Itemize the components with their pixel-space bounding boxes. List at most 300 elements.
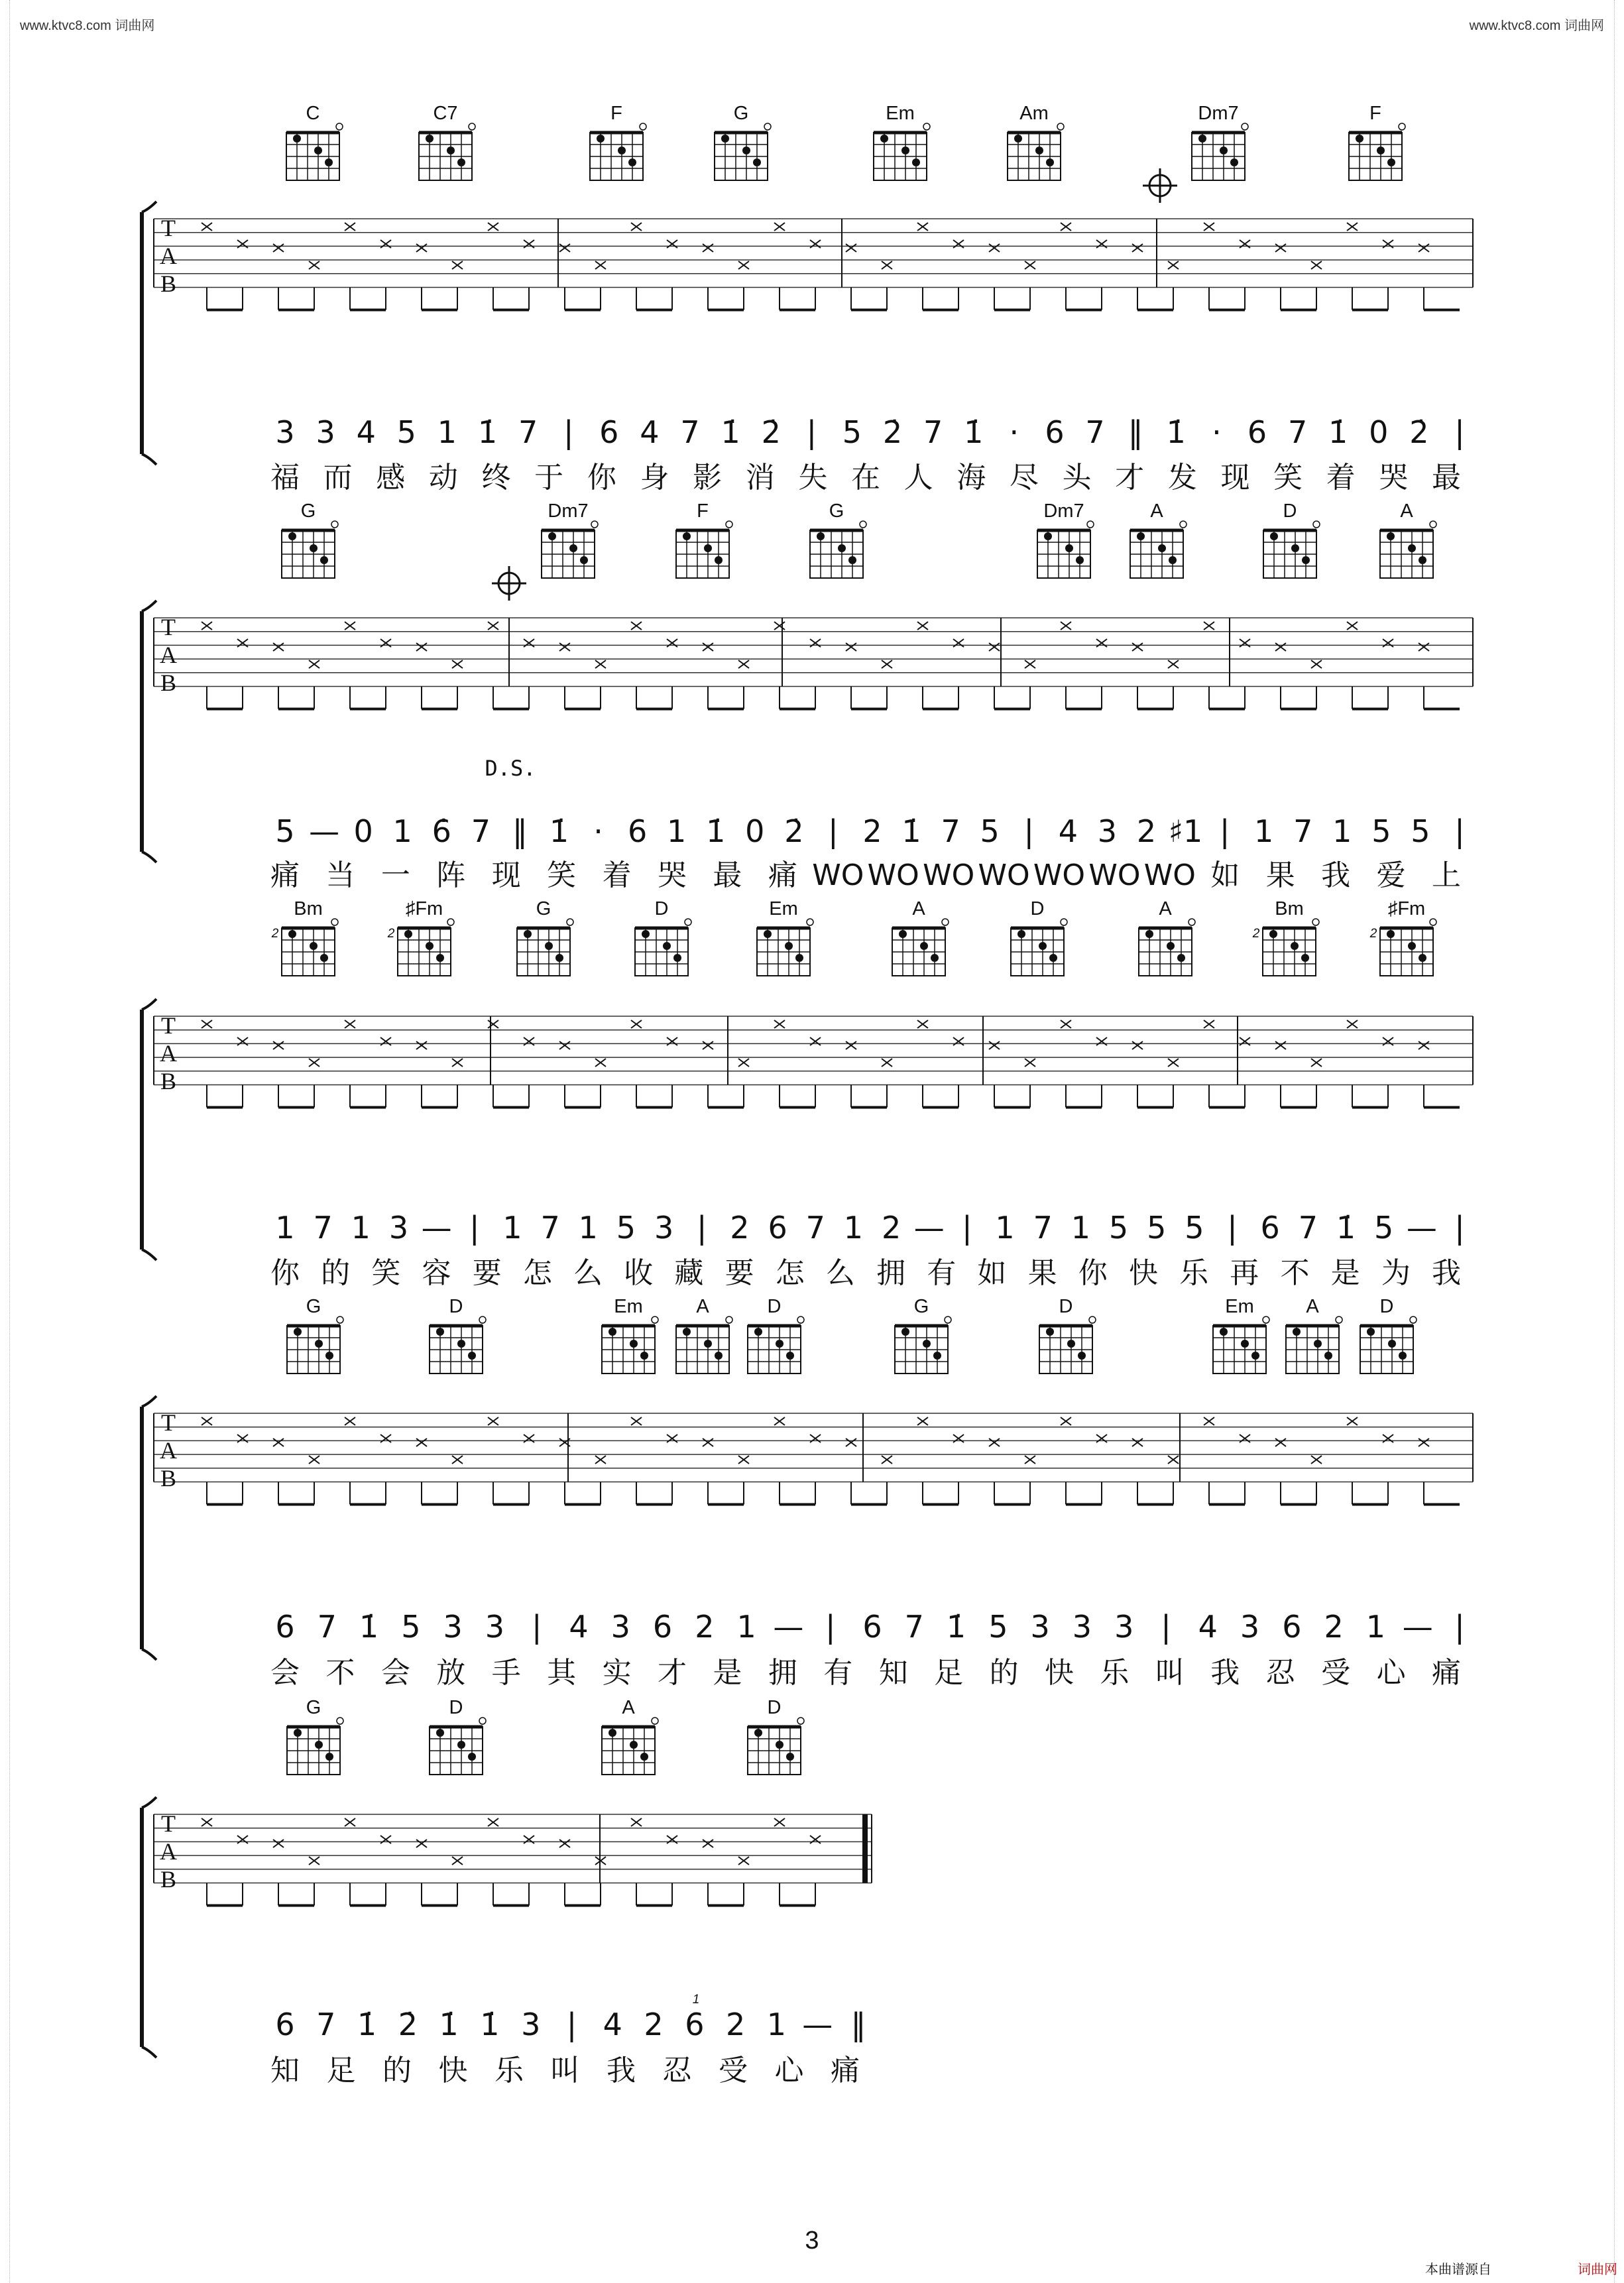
tab-note-x <box>953 639 964 647</box>
lyric-char: WO <box>978 858 1030 892</box>
chord-name: G <box>913 1296 929 1317</box>
chord-diagram <box>271 898 338 976</box>
tab-note-x <box>1204 1020 1214 1028</box>
finger-dot <box>1230 158 1238 166</box>
tab-note-x <box>810 1434 821 1442</box>
finger-dot <box>1291 544 1299 552</box>
tab-note-x <box>1025 1456 1035 1464</box>
jianpu-note: 5 <box>1108 1210 1129 1246</box>
jianpu-note: 7 <box>1293 813 1313 849</box>
finger-dot <box>597 135 605 143</box>
tab-note-x <box>345 223 355 231</box>
lyric-char: WO <box>923 858 975 892</box>
finger-dot <box>933 1352 941 1360</box>
tab-note-x <box>703 643 713 651</box>
open-string-marker <box>331 521 338 528</box>
jianpu-note: 7 <box>805 1210 825 1246</box>
tab-note-x <box>703 244 713 252</box>
jianpu-barline: | <box>1161 1609 1171 1645</box>
open-string-marker <box>945 1317 951 1323</box>
jianpu-note: 1 <box>843 1210 864 1246</box>
chord-name: G <box>306 1697 321 1718</box>
chord-diagram <box>1037 500 1094 578</box>
jianpu-note: 3 <box>1030 1609 1050 1645</box>
tab-note-x <box>559 1041 570 1049</box>
open-string-marker <box>923 123 930 130</box>
lyric-char: 终 <box>481 461 511 495</box>
finger-dot <box>315 1340 323 1348</box>
finger-dot <box>642 930 650 938</box>
open-string-marker <box>652 1718 658 1724</box>
tab-note-x <box>1275 244 1286 252</box>
finger-dot <box>880 135 888 143</box>
tab-note-x <box>202 1020 212 1028</box>
jianpu-note: 4 <box>640 414 660 450</box>
chord-diagram <box>419 103 475 180</box>
jianpu-note: 1̇ <box>357 2007 377 2042</box>
tab-note-x <box>1061 1020 1071 1028</box>
chord-diagram <box>676 1296 732 1374</box>
tab-note-x <box>237 240 248 248</box>
chord-diagram <box>287 1296 343 1374</box>
tab-note-x <box>416 1041 427 1049</box>
tab-note-x <box>631 622 642 630</box>
finger-dot <box>426 135 434 143</box>
finger-dot <box>457 158 465 166</box>
finger-dot <box>1076 556 1084 564</box>
finger-dot <box>795 954 803 962</box>
chord-diagram <box>287 1697 343 1775</box>
jianpu-note: 3 <box>1097 813 1118 849</box>
jianpu-note: 7 <box>941 813 960 849</box>
tab-note-x <box>1132 1041 1143 1049</box>
tab-note-x <box>667 1434 677 1442</box>
chord-diagram <box>1286 1296 1342 1374</box>
bracket-top-hook <box>142 202 156 212</box>
tab-note-x <box>1025 1059 1035 1067</box>
jianpu-note: 2̇ <box>398 2007 418 2042</box>
tab-note-x <box>1383 240 1393 248</box>
tab-note-x <box>917 1417 928 1425</box>
chord-diagram <box>810 500 866 578</box>
chord-diagram <box>430 1697 486 1775</box>
finger-dot <box>315 1741 323 1749</box>
jianpu-note: 2 <box>726 2007 746 2042</box>
jianpu-note: 1̇ <box>706 813 726 849</box>
chord-diagram <box>542 500 598 578</box>
finger-dot <box>310 942 318 950</box>
chord-name: Dm7 <box>1198 103 1239 124</box>
tab-note-x <box>1096 639 1107 647</box>
lyric-char: 不 <box>1280 1256 1310 1290</box>
bracket-top-hook <box>142 1396 156 1407</box>
tab-note-x <box>917 223 928 231</box>
lyric-char: 知 <box>878 1656 908 1690</box>
jianpu-note: 2 <box>644 2007 664 2042</box>
jianpu-note: 2̇ <box>784 813 804 849</box>
tab-note-x <box>1025 660 1035 668</box>
finger-dot <box>1356 135 1363 143</box>
jianpu-note: 5 <box>401 1609 421 1645</box>
finger-dot <box>1198 135 1206 143</box>
tab-note-x <box>667 1037 677 1045</box>
jianpu-note: 1̇ <box>359 1609 379 1645</box>
lyric-char: 你 <box>270 1256 300 1290</box>
jianpu-note: 4 <box>356 414 376 450</box>
open-string-marker <box>685 919 691 925</box>
tab-note-x <box>846 1438 856 1446</box>
tab-note-x <box>524 639 534 647</box>
tab-note-x <box>1311 261 1322 269</box>
lyric-char: 头 <box>1062 461 1092 495</box>
lyric-char: 乐 <box>1100 1656 1130 1690</box>
chord-diagram <box>1139 898 1195 976</box>
tab-note-x <box>953 240 964 248</box>
lyric-char: 一 <box>380 858 410 892</box>
tab-note-x <box>1240 1434 1250 1442</box>
jianpu-note: ♯1 <box>1168 813 1203 849</box>
jianpu-note: 2̇ <box>1409 414 1429 450</box>
jianpu-note: 5 <box>1185 1210 1204 1246</box>
tab-note-x <box>882 1456 892 1464</box>
finger-dot <box>1301 954 1309 962</box>
chord-name: Bm <box>1275 898 1304 919</box>
lyric-char: 痛 <box>270 858 300 892</box>
jianpu-note: 1̇ <box>1336 1210 1356 1246</box>
chord-diagram <box>1011 898 1067 976</box>
lyric-char: 我 <box>1321 858 1351 892</box>
tab-note-x <box>1383 1037 1393 1045</box>
jianpu-note: 3 <box>521 2007 541 2042</box>
tab-note-x <box>237 1037 248 1045</box>
lyric-char: 着 <box>602 858 632 892</box>
finger-dot <box>1044 532 1052 540</box>
tab-clef-letter: T <box>161 614 176 640</box>
tab-note-x <box>989 1438 1000 1446</box>
finger-dot <box>1137 532 1145 540</box>
system-4 <box>142 1296 1473 1690</box>
chord-name: D <box>449 1296 463 1317</box>
tab-note-x <box>1168 261 1179 269</box>
chord-diagram <box>1039 1296 1096 1374</box>
tab-note-x <box>1275 1041 1286 1049</box>
jianpu-barline: | <box>1454 414 1465 450</box>
tab-clef-letter: T <box>161 1012 176 1039</box>
lyric-char: 再 <box>1230 1256 1259 1290</box>
finger-dot <box>1269 930 1277 938</box>
lyric-char: 拥 <box>876 1256 906 1290</box>
finger-dot <box>325 1753 333 1761</box>
chord-diagram <box>1252 898 1319 976</box>
jianpu-note: 6 <box>652 1609 673 1645</box>
lyric-char: 动 <box>428 461 458 495</box>
tab-note-x <box>488 622 498 630</box>
jianpu-note: — <box>1402 1609 1433 1645</box>
lyric-char: 笑 <box>1273 461 1303 495</box>
open-string-marker <box>479 1718 486 1724</box>
chord-name: D <box>1059 1296 1073 1317</box>
chord-diagram <box>748 1296 804 1374</box>
jianpu-barline: | <box>697 1210 707 1246</box>
tab-note-x <box>1061 223 1071 231</box>
lyric-char: 痛 <box>1432 1656 1461 1690</box>
open-string-marker <box>1242 123 1248 130</box>
tab-note-x <box>1204 223 1214 231</box>
lyric-char: WO <box>1033 858 1086 892</box>
tab-note-x <box>1204 622 1214 630</box>
finger-dot <box>555 954 563 962</box>
tab-note-x <box>273 643 284 651</box>
tab-note-x <box>237 1434 248 1442</box>
tab-clef-letter: A <box>160 1437 177 1464</box>
jianpu-note: 6 <box>685 2007 705 2042</box>
jianpu-note: 6 <box>275 1609 295 1645</box>
lyric-char: 手 <box>491 1656 521 1690</box>
jianpu-note: 7 <box>471 813 491 849</box>
chord-name: D <box>767 1697 782 1718</box>
open-string-marker <box>1410 1317 1417 1323</box>
tab-note-x <box>667 240 677 248</box>
finger-dot <box>436 1729 444 1737</box>
lyric-char: 当 <box>325 858 355 892</box>
finger-dot <box>293 135 301 143</box>
tab-note-x <box>1132 244 1143 252</box>
chord-diagram <box>1192 103 1248 180</box>
open-string-marker <box>1087 521 1094 528</box>
tab-clef-letter: T <box>161 1810 176 1837</box>
lyric-char: 容 <box>422 1256 451 1290</box>
chord-diagram <box>757 898 813 976</box>
jianpu-note: 3 <box>316 414 335 450</box>
chord-name: D <box>654 898 669 919</box>
finger-dot <box>704 1340 712 1348</box>
lyric-char: 果 <box>1265 858 1295 892</box>
jianpu-note: 1̇ <box>1166 414 1186 450</box>
jianpu-barline: ‖ <box>1128 414 1143 450</box>
lyric-char: 怎 <box>522 1256 552 1290</box>
jianpu-note: 4 <box>603 2007 622 2042</box>
chord-diagram <box>874 103 930 180</box>
chord-name: Em <box>886 103 915 124</box>
open-string-marker <box>1263 1317 1269 1323</box>
jianpu-note: 7 <box>316 2007 336 2042</box>
tab-note-x <box>1025 261 1035 269</box>
jianpu-note: 1 <box>392 813 412 849</box>
finger-dot <box>580 556 588 564</box>
open-string-marker <box>591 521 598 528</box>
finger-dot <box>848 556 856 564</box>
tab-clef-letter: A <box>160 642 177 668</box>
finger-dot <box>468 1352 476 1360</box>
finger-dot <box>1291 942 1299 950</box>
finger-dot <box>899 930 907 938</box>
finger-dot <box>1302 556 1310 564</box>
lyric-char: 痛 <box>831 2054 860 2087</box>
chord-name: Em <box>769 898 798 919</box>
open-string-marker <box>1430 521 1436 528</box>
jianpu-note: 2 <box>695 1609 715 1645</box>
tab-note-x <box>309 1059 319 1067</box>
chord-name: Dm7 <box>548 500 589 522</box>
finger-dot <box>548 532 556 540</box>
jianpu-note: 2 <box>862 813 882 849</box>
lyric-char: 忍 <box>1265 1656 1295 1690</box>
finger-dot <box>931 954 939 962</box>
finger-dot <box>325 1352 333 1360</box>
tab-note-x <box>202 1818 212 1826</box>
finger-dot <box>715 556 723 564</box>
tab-note-x <box>452 660 463 668</box>
chord-diagram <box>430 1296 486 1374</box>
tab-note-x <box>882 1059 892 1067</box>
chord-name: C7 <box>433 103 458 124</box>
chord-diagram <box>286 103 343 180</box>
tab-note-x <box>846 244 856 252</box>
lyric-char: 消 <box>745 461 775 495</box>
jianpu-note: 4 <box>1058 813 1078 849</box>
chord-diagram <box>676 500 732 578</box>
finger-dot <box>1293 1328 1301 1336</box>
finger-dot <box>776 1741 783 1749</box>
tab-note-x <box>1347 1020 1358 1028</box>
jianpu-note: 5 <box>1147 1210 1167 1246</box>
finger-dot <box>1039 942 1047 950</box>
lyric-char: 现 <box>1220 461 1250 495</box>
jianpu-note: 1̇ <box>439 2007 459 2042</box>
lyric-char: 如 <box>1210 858 1240 892</box>
bracket-bottom-hook <box>142 454 156 465</box>
tab-clef-letter: B <box>160 1068 177 1094</box>
chord-diagram <box>1213 1296 1269 1374</box>
bracket-top-hook <box>142 1797 156 1808</box>
finger-dot <box>742 146 750 154</box>
jianpu-note: 3 <box>654 1210 674 1246</box>
tab-note-x <box>1419 643 1429 651</box>
lyric-char: 我 <box>1210 1656 1240 1690</box>
finger-dot <box>683 1328 691 1336</box>
tab-note-x <box>309 660 319 668</box>
jianpu-note: 7 <box>1085 414 1105 450</box>
tab-note-x <box>774 1417 785 1425</box>
lyric-char: 尽 <box>1009 461 1039 495</box>
jianpu-note: 7 <box>313 1210 333 1246</box>
tab-note-x <box>345 1417 355 1425</box>
jianpu-note: 5 <box>1374 1210 1394 1246</box>
lyric-char: 足 <box>326 2054 356 2087</box>
header-left-watermark: www.ktvc8.com 词曲网 <box>20 19 155 33</box>
jianpu-barline: ‖ <box>850 2007 866 2042</box>
chord-diagram <box>748 1697 804 1775</box>
open-string-marker <box>797 1718 804 1724</box>
tab-clef-letter: A <box>160 243 177 269</box>
open-string-marker <box>807 919 813 925</box>
jianpu-note: 6 <box>627 813 648 849</box>
finger-dot <box>1270 532 1278 540</box>
tab-note-x <box>202 223 212 231</box>
jianpu-note: 3 <box>388 1210 409 1246</box>
tab-note-x <box>1096 240 1107 248</box>
tab-note-x <box>989 244 1000 252</box>
finger-dot <box>569 544 577 552</box>
open-string-marker <box>1189 919 1195 925</box>
finger-dot <box>630 1741 638 1749</box>
finger-dot <box>310 544 318 552</box>
finger-dot <box>764 930 772 938</box>
chord-diagram <box>282 500 338 578</box>
lyric-char: 足 <box>934 1656 964 1690</box>
tab-note-x <box>953 1434 964 1442</box>
finger-dot <box>1145 930 1153 938</box>
lyric-char: 阵 <box>436 858 466 892</box>
lyric-char: 发 <box>1167 461 1197 495</box>
jianpu-note: 7 <box>540 1210 560 1246</box>
finger-dot <box>325 158 333 166</box>
tab-note-x <box>488 1818 498 1826</box>
jianpu-note: 3 <box>610 1609 630 1645</box>
jianpu-note: 6 <box>1247 414 1267 450</box>
tab-note-x <box>273 1438 284 1446</box>
header-right-watermark: www.ktvc8.com 词曲网 <box>1469 19 1604 33</box>
tab-clef-letter: B <box>160 1866 177 1893</box>
finger-dot <box>721 135 729 143</box>
tab-note-x <box>667 1836 677 1844</box>
jianpu-note: 5 <box>1411 813 1430 849</box>
jianpu-barline: | <box>563 414 574 450</box>
jianpu-note: 5 <box>396 414 416 450</box>
jianpu-note: 1̇ <box>480 2007 500 2042</box>
tab-note-x <box>810 240 821 248</box>
lyric-char: 笑 <box>371 1256 401 1290</box>
jianpu-note: 3 <box>485 1609 505 1645</box>
lyric-char: 的 <box>321 1256 351 1290</box>
jianpu-barline: | <box>1023 813 1035 849</box>
lyric-char: 受 <box>719 2054 748 2087</box>
tab-note-x <box>667 639 677 647</box>
tab-note-x <box>595 660 606 668</box>
lyric-char: 实 <box>602 1656 632 1690</box>
tab-note-x <box>738 261 749 269</box>
tab-note-x <box>1168 1456 1179 1464</box>
finger-dot <box>436 954 444 962</box>
lyric-char: 要 <box>725 1256 754 1290</box>
chord-name: Em <box>614 1296 643 1317</box>
jianpu-note: 3 <box>1114 1609 1134 1645</box>
lyric-char: 最 <box>713 858 742 892</box>
finger-dot <box>1167 942 1175 950</box>
finger-dot <box>1017 930 1025 938</box>
lyric-char: 感 <box>376 461 406 495</box>
bracket-top-hook <box>142 601 156 611</box>
lyric-char: 藏 <box>674 1256 704 1290</box>
lyric-char: 叫 <box>1155 1656 1185 1690</box>
jianpu-note: 1 <box>437 414 457 450</box>
tab-note-x <box>1168 660 1179 668</box>
fret-position-marker: 2 <box>387 927 395 941</box>
jianpu-note: 2 <box>730 1210 750 1246</box>
tab-note-x <box>559 244 570 252</box>
tab-note-x <box>380 639 391 647</box>
lyric-char: 为 <box>1381 1256 1411 1290</box>
jianpu-note: — <box>1406 1210 1437 1246</box>
tab-note-x <box>703 1041 713 1049</box>
finger-dot <box>776 1340 783 1348</box>
finger-dot <box>923 1340 931 1348</box>
finger-dot <box>447 146 455 154</box>
tab-note-x <box>595 1456 606 1464</box>
system-3 <box>142 898 1473 1290</box>
jianpu-barline: ‖ <box>512 813 528 849</box>
tab-note-x <box>882 261 892 269</box>
